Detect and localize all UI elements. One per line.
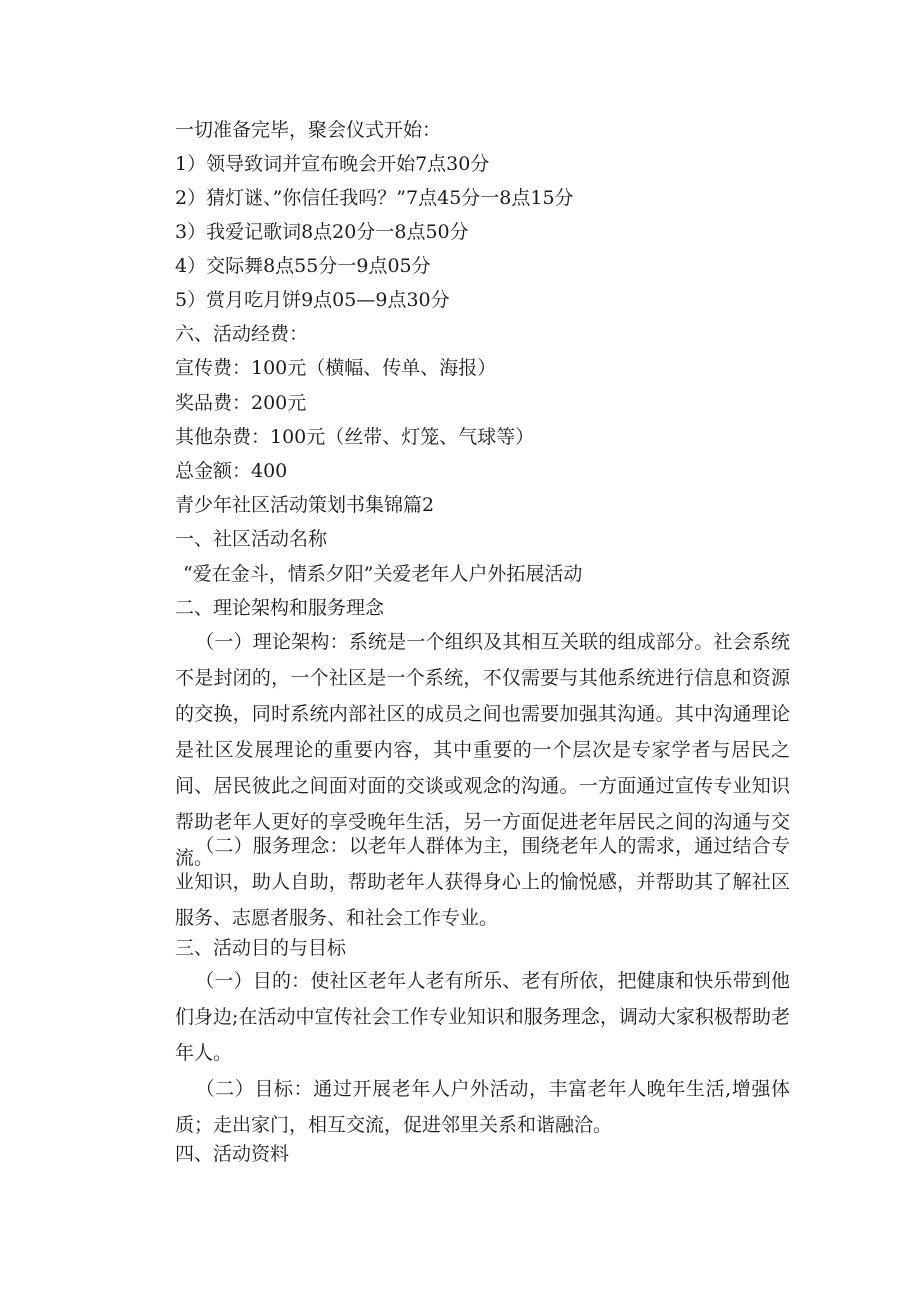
goal-text: （二）目标：通过开展老年人户外活动，丰富老年人晚年生活,增强体质；走出家门，相互交流，促进邻里关系和谐融洽。 xyxy=(175,1078,790,1136)
section-heading: 一、社区活动名称 xyxy=(175,528,328,550)
schedule-intro: 一切准备完毕，聚会仪式开始： xyxy=(175,119,442,141)
purpose-text: （一）目的：使社区老年人老有所乐、老有所依，把健康和快乐带到他们身边;在活动中宣传社会工作专业知识和服务理念，调动大家积极帮助老年人。 xyxy=(175,970,790,1064)
budget-item: 奖品费：200元 xyxy=(175,392,307,414)
section-heading: 三、活动目的与目标 xyxy=(175,937,347,959)
theory-text: （一）理论架构：系统是一个组织及其相互关联的组成部分。社会系统不是封闭的，一个社区是一个系统，不仅需要与其他系统进行信息和资源的交换，同时系统内部社区的成员之间也需要加强其沟通。其中沟通理论是社区发展理论的重要内容，其中重要的一个层次是专家学者与居民之间、居民彼此之间面对面的交谈或观念的沟通。一方面通过宣传专业知识帮助老年人更好的享受晚年生活，另一方面促进老年居民之间的沟通与交流。 xyxy=(175,631,790,869)
schedule-item: 2）猜灯谜、”你信任我吗？”7点45分一8点15分 xyxy=(175,187,574,209)
article-title: 青少年社区活动策划书集锦篇2 xyxy=(175,494,435,516)
schedule-item: 5）赏月吃月饼9点05—9点30分 xyxy=(175,289,450,311)
budget-heading: 六、活动经费： xyxy=(175,323,309,345)
section-heading: 二、理论架构和服务理念 xyxy=(175,597,385,619)
budget-total: 总金额：400 xyxy=(175,460,288,482)
section-heading: 四、活动资料 xyxy=(175,1143,290,1165)
service-text: （二）服务理念：以老年人群体为主，围绕老年人的需求，通过结合专业知识，助人自助，帮助老年人获得身心上的愉悦感，并帮助其了解社区服务、志愿者服务、和社会工作专业。 xyxy=(175,835,790,929)
goal-paragraph xyxy=(175,1071,790,1143)
schedule-item: 4）交际舞8点55分一9点05分 xyxy=(175,255,431,277)
schedule-item: 3）我爱记歌词8点20分一8点50分 xyxy=(175,221,469,243)
schedule-item: 1）领导致词并宣布晚会开始7点30分 xyxy=(175,153,490,175)
service-paragraph xyxy=(175,828,790,936)
activity-name: “爱在金斗，情系夕阳”关爱老年人户外拓展活动 xyxy=(183,563,583,585)
purpose-paragraph xyxy=(175,963,790,1071)
budget-item: 宣传费：100元（横幅、传单、海报） xyxy=(175,357,497,379)
budget-item: 其他杂费：100元（丝带、灯笼、气球等） xyxy=(175,426,535,448)
